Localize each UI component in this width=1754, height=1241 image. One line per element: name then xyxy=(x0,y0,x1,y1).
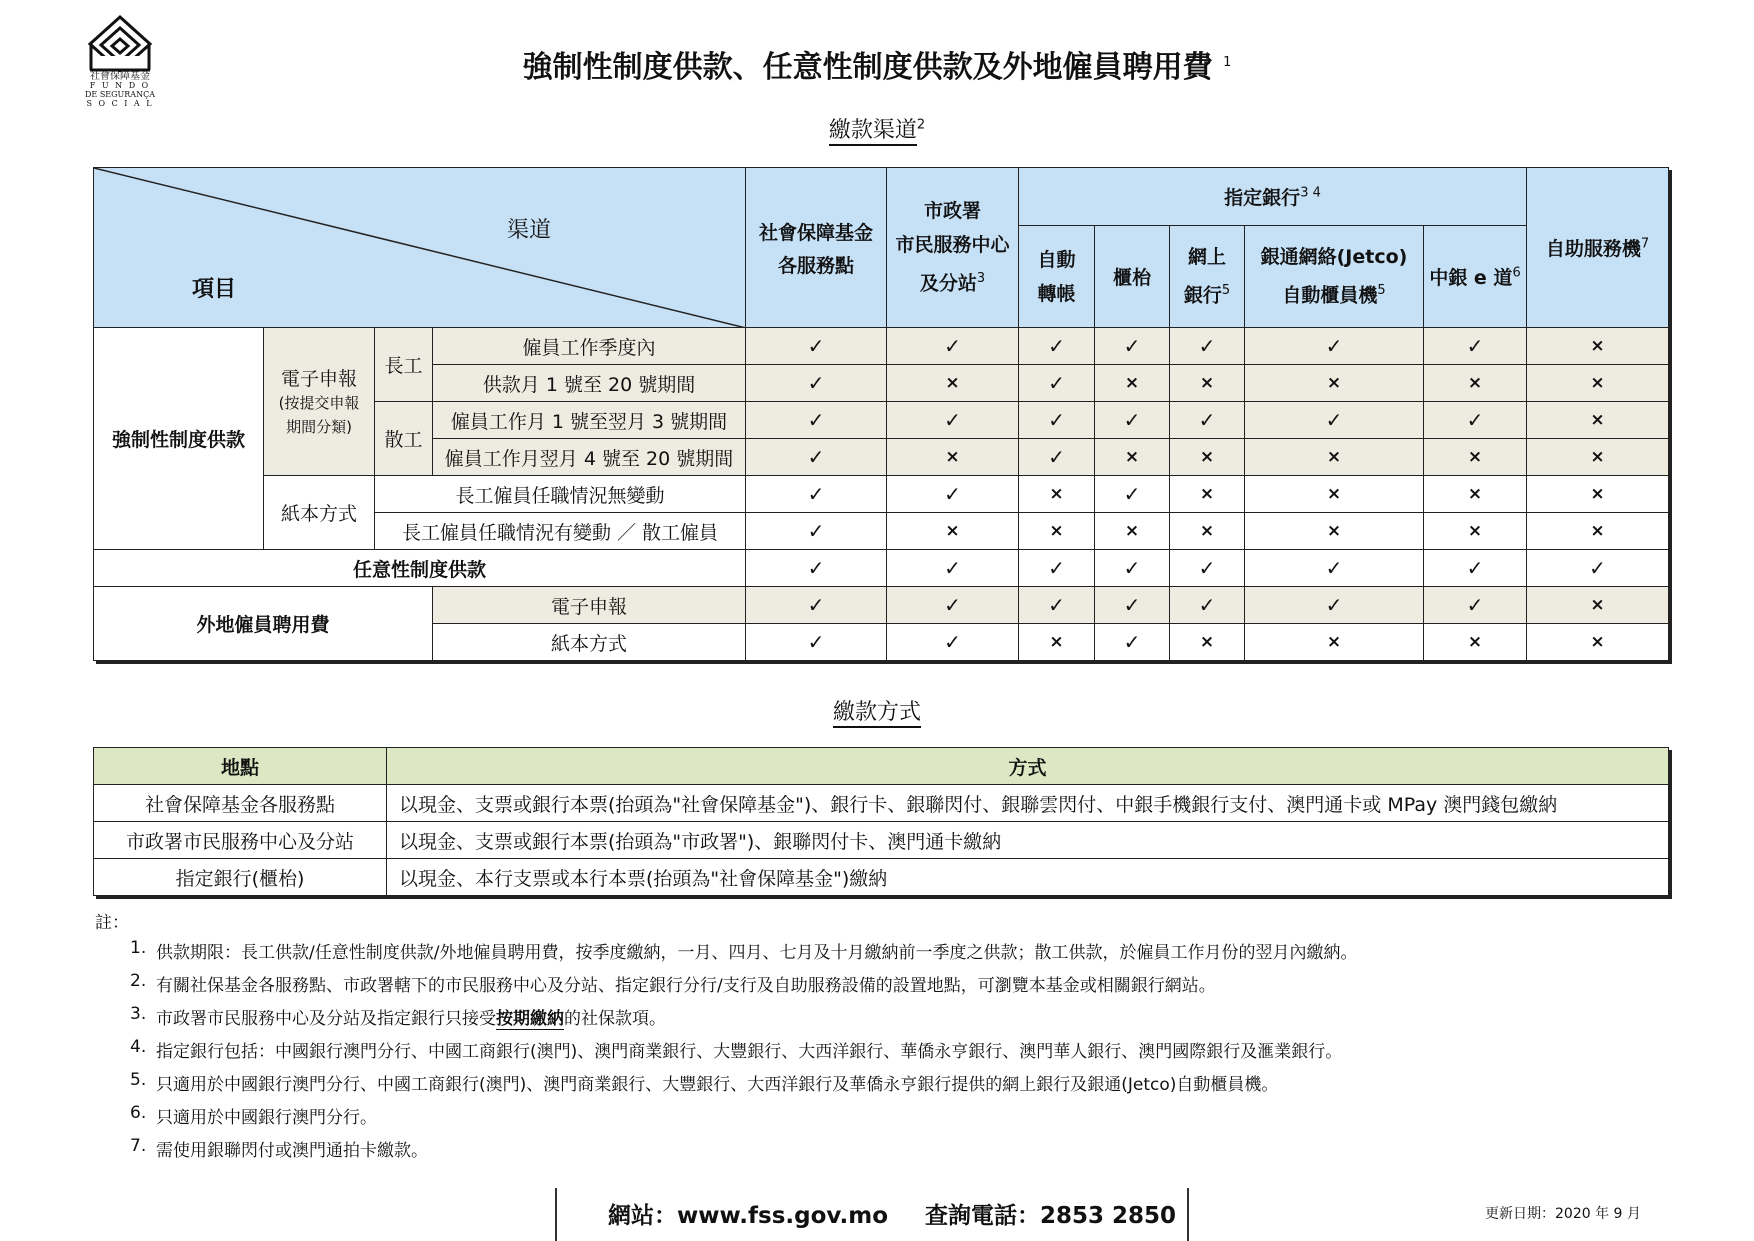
header-iam-line2: 市民服務中心 xyxy=(895,234,1010,257)
mark: × xyxy=(1019,476,1095,513)
note-number: 2. xyxy=(130,971,147,991)
header-bank xyxy=(1019,168,1527,226)
mark: ✓ xyxy=(887,402,1019,439)
header-fss-line2: 各服務點 xyxy=(777,254,854,277)
mark: × xyxy=(1245,624,1424,661)
page-title xyxy=(0,42,1754,86)
mark: ✓ xyxy=(1019,587,1095,624)
header-iam-line3: 及分站 xyxy=(919,272,977,295)
mark: × xyxy=(1170,624,1245,661)
place-cell: 指定銀行(櫃枱) xyxy=(94,859,387,896)
header-kiosk-text: 自助服務機 xyxy=(1545,238,1641,260)
group-foreign: 外地僱員聘用費 xyxy=(94,587,433,661)
mark: ✓ xyxy=(1424,402,1527,439)
table-row xyxy=(94,550,1669,587)
mark: ✓ xyxy=(887,624,1019,661)
mark: ✓ xyxy=(746,328,887,365)
mark: ✓ xyxy=(746,476,887,513)
table-row xyxy=(94,476,1669,513)
place-cell: 社會保障基金各服務點 xyxy=(94,785,387,822)
note-number: 1. xyxy=(130,938,147,958)
method-cell: 以現金、支票或銀行本票(抬頭為"社會保障基金")、銀行卡、銀聯閃付、銀聯雲閃付、中銀手機銀行支付、澳門通卡或 MPay 澳門錢包繳納 xyxy=(387,785,1669,822)
mark: × xyxy=(1170,476,1245,513)
header-online xyxy=(1170,226,1245,328)
mark: ✓ xyxy=(1424,550,1527,587)
header-online-line2: 銀行 xyxy=(1183,284,1222,307)
note-number: 6. xyxy=(130,1103,147,1123)
group-long-term: 長工 xyxy=(375,328,433,402)
row-label: 供款月 1 號至 20 號期間 xyxy=(433,365,746,402)
group-paper: 紙本方式 xyxy=(264,476,375,550)
mark: × xyxy=(1245,365,1424,402)
table-row xyxy=(94,587,1669,624)
mark: ✓ xyxy=(1019,550,1095,587)
corner-diagonal xyxy=(94,168,746,328)
mark: × xyxy=(1527,476,1669,513)
corner-channel-label: 渠道 xyxy=(507,218,552,243)
mark: ✓ xyxy=(1095,328,1170,365)
logo-zh: 社會保障基金 xyxy=(90,71,150,82)
note-text-pre: 市政署市民服務中心及分站及指定銀行只接受 xyxy=(156,1009,496,1029)
note-text-post: 的社保款項。 xyxy=(564,1009,666,1029)
note-text: 只適用於中國銀行澳門分行。 xyxy=(156,1108,377,1128)
row-label: 電子申報 xyxy=(433,587,746,624)
note-text: 供款期限：長工供款/任意性制度供款/外地僱員聘用費，按季度繳納，一月、四月、七月及十月繳納前一季度之供款；散工供款，於僱員工作月份的翌月內繳納。 xyxy=(156,943,1358,963)
footer-website: 網站：www.fss.gov.mo xyxy=(608,1203,889,1229)
header-autopay-line1: 自動 xyxy=(1037,248,1076,271)
section-channels-title xyxy=(0,113,1754,144)
row-label: 長工僱員任職情況無變動 xyxy=(375,476,746,513)
corner-item-label: 項目 xyxy=(192,277,237,302)
group-electronic xyxy=(264,328,375,476)
mark: × xyxy=(1245,439,1424,476)
mark: × xyxy=(1424,624,1527,661)
note-text: 指定銀行包括：中國銀行澳門分行、中國工商銀行(澳門)、澳門商業銀行、大豐銀行、大西洋銀行、華僑永亨銀行、澳門華人銀行、澳門國際銀行及滙業銀行。 xyxy=(156,1042,1343,1062)
header-boc-text: 中銀 e 道 xyxy=(1429,267,1513,289)
group-mandatory: 強制性制度供款 xyxy=(94,328,264,550)
mark: ✓ xyxy=(746,513,887,550)
mark: ✓ xyxy=(1019,328,1095,365)
mark: × xyxy=(1170,513,1245,550)
mark: × xyxy=(1527,513,1669,550)
mark: × xyxy=(1095,513,1170,550)
mark: ✓ xyxy=(887,476,1019,513)
notes-heading: 註： xyxy=(95,913,129,933)
mark: × xyxy=(1019,513,1095,550)
mark: ✓ xyxy=(1095,587,1170,624)
row-label: 僱員工作月翌月 4 號至 20 號期間 xyxy=(433,439,746,476)
mark: ✓ xyxy=(1245,328,1424,365)
mark: × xyxy=(1245,513,1424,550)
page-title-sup: 1 xyxy=(1223,55,1232,70)
note-number: 4. xyxy=(130,1037,147,1057)
mark: × xyxy=(1527,365,1669,402)
mark: ✓ xyxy=(1424,587,1527,624)
header-jetco xyxy=(1245,226,1424,328)
page-title-text: 強制性制度供款、任意性制度供款及外地僱員聘用費 xyxy=(522,50,1213,85)
group-voluntary: 任意性制度供款 xyxy=(94,550,746,587)
note-text: 有關社保基金各服務點、市政署轄下的市民服務中心及分站、指定銀行分行/支行及自助服務設備的設置地點，可瀏覽本基金或相關銀行網站。 xyxy=(156,976,1216,996)
section-channels-sup: 2 xyxy=(916,117,926,133)
note-number: 7. xyxy=(130,1136,147,1156)
header-boc xyxy=(1424,226,1527,328)
list-item xyxy=(130,1004,1357,1037)
table-row xyxy=(94,785,1669,822)
group-electronic-note2: 期間分類) xyxy=(286,418,352,436)
header-fss xyxy=(746,168,887,328)
group-electronic-label: 電子申報 xyxy=(280,368,357,390)
note-number: 5. xyxy=(130,1070,147,1090)
row-label: 長工僱員任職情況有變動 ／ 散工僱員 xyxy=(375,513,746,550)
header-jetco-sup: 5 xyxy=(1377,283,1386,299)
header-place: 地點 xyxy=(94,748,387,785)
channels-table xyxy=(93,167,1669,661)
mark: × xyxy=(1527,587,1669,624)
logo-pt-2: DE SEGURANÇA xyxy=(85,90,155,99)
group-casual: 散工 xyxy=(375,402,433,476)
note-text-emphasis: 按期繳納 xyxy=(496,1009,564,1029)
header-kiosk xyxy=(1527,168,1669,328)
footer-phone: 查詢電話：2853 2850 xyxy=(925,1203,1177,1229)
place-cell: 市政署市民服務中心及分站 xyxy=(94,822,387,859)
header-fss-line1: 社會保障基金 xyxy=(758,221,873,244)
mark: ✓ xyxy=(1245,587,1424,624)
mark: ✓ xyxy=(746,365,887,402)
header-boc-sup: 6 xyxy=(1512,265,1521,281)
mark: ✓ xyxy=(1095,624,1170,661)
mark: × xyxy=(887,439,1019,476)
row-label: 紙本方式 xyxy=(433,624,746,661)
table-row xyxy=(94,822,1669,859)
mark: × xyxy=(1095,365,1170,402)
list-item xyxy=(130,1136,1357,1169)
mark: ✓ xyxy=(887,587,1019,624)
notes-list xyxy=(130,938,1357,1169)
mark: ✓ xyxy=(1170,402,1245,439)
mark: ✓ xyxy=(1424,328,1527,365)
header-jetco-line1: 銀通網絡(Jetco) xyxy=(1260,246,1408,269)
mark: × xyxy=(1170,365,1245,402)
header-kiosk-sup: 7 xyxy=(1640,236,1650,252)
mark: ✓ xyxy=(1170,550,1245,587)
table-row xyxy=(94,859,1669,896)
mark: × xyxy=(1095,439,1170,476)
footer-divider-right xyxy=(1187,1188,1189,1241)
list-item xyxy=(130,1070,1357,1103)
list-item xyxy=(130,971,1357,1004)
list-item xyxy=(130,938,1357,971)
section-channels-text: 繳款渠道 xyxy=(829,118,917,146)
mark: × xyxy=(1245,476,1424,513)
mark: × xyxy=(1527,439,1669,476)
method-cell: 以現金、本行支票或本行本票(抬頭為"社會保障基金")繳納 xyxy=(387,859,1669,896)
mark: ✓ xyxy=(746,439,887,476)
mark: ✓ xyxy=(1170,587,1245,624)
mark: × xyxy=(1527,402,1669,439)
note-text: 只適用於中國銀行澳門分行、中國工商銀行(澳門)、澳門商業銀行、大豐銀行、大西洋銀行及華僑永亨銀行提供的網上銀行及銀通(Jetco)自動櫃員機。 xyxy=(156,1075,1279,1095)
header-autopay xyxy=(1019,226,1095,328)
header-jetco-line2: 自動櫃員機 xyxy=(1282,284,1378,307)
header-autopay-line2: 轉帳 xyxy=(1037,282,1076,305)
mark: ✓ xyxy=(1019,439,1095,476)
mark: × xyxy=(1170,439,1245,476)
logo-pt-1: F U N D O xyxy=(89,81,151,90)
mark: × xyxy=(887,513,1019,550)
header-method: 方式 xyxy=(387,748,1669,785)
mark: ✓ xyxy=(1245,550,1424,587)
header-iam-sup: 3 xyxy=(976,271,986,287)
note-number: 3. xyxy=(130,1004,147,1024)
mark: × xyxy=(1424,439,1527,476)
mark: ✓ xyxy=(1019,402,1095,439)
mark: ✓ xyxy=(1245,402,1424,439)
section-methods-text: 繳款方式 xyxy=(833,700,921,728)
mark: ✓ xyxy=(746,587,887,624)
header-bank-sup: 3 4 xyxy=(1300,185,1321,201)
mark: × xyxy=(1424,476,1527,513)
mark: ✓ xyxy=(1019,365,1095,402)
header-counter: 櫃枱 xyxy=(1095,226,1170,328)
method-cell: 以現金、支票或銀行本票(抬頭為"市政署")、銀聯閃付卡、澳門通卡繳納 xyxy=(387,822,1669,859)
mark: ✓ xyxy=(746,402,887,439)
logo-pt-3: S O C I A L xyxy=(86,99,154,108)
footer-divider-left xyxy=(555,1188,557,1241)
header-bank-text: 指定銀行 xyxy=(1224,187,1301,209)
footer-updated: 更新日期：2020 年 9 月 xyxy=(1485,1206,1641,1222)
mark: ✓ xyxy=(887,550,1019,587)
corner-header xyxy=(94,168,746,328)
note-text: 需使用銀聯閃付或澳門通拍卡繳款。 xyxy=(156,1141,428,1161)
mark: ✓ xyxy=(746,624,887,661)
mark: × xyxy=(1424,365,1527,402)
mark: ✓ xyxy=(746,550,887,587)
header-online-sup: 5 xyxy=(1221,283,1231,299)
table-row xyxy=(94,328,1669,365)
row-label: 僱員工作季度內 xyxy=(433,328,746,365)
mark: ✓ xyxy=(1095,550,1170,587)
mark: ✓ xyxy=(887,328,1019,365)
list-item xyxy=(130,1037,1357,1070)
mark: ✓ xyxy=(1095,402,1170,439)
mark: ✓ xyxy=(1527,550,1669,587)
mark: × xyxy=(1527,624,1669,661)
header-iam xyxy=(887,168,1019,328)
mark: × xyxy=(1424,513,1527,550)
mark: ✓ xyxy=(1170,328,1245,365)
header-iam-line1: 市政署 xyxy=(923,200,981,223)
section-methods-title xyxy=(0,695,1754,726)
row-label: 僱員工作月 1 號至翌月 3 號期間 xyxy=(433,402,746,439)
mark: × xyxy=(887,365,1019,402)
mark: × xyxy=(1019,624,1095,661)
header-online-line1: 網上 xyxy=(1187,246,1226,269)
list-item xyxy=(130,1103,1357,1136)
group-electronic-note1: (按提交申報 xyxy=(278,394,360,412)
mark: × xyxy=(1527,328,1669,365)
methods-table xyxy=(93,747,1669,896)
mark: ✓ xyxy=(1095,476,1170,513)
